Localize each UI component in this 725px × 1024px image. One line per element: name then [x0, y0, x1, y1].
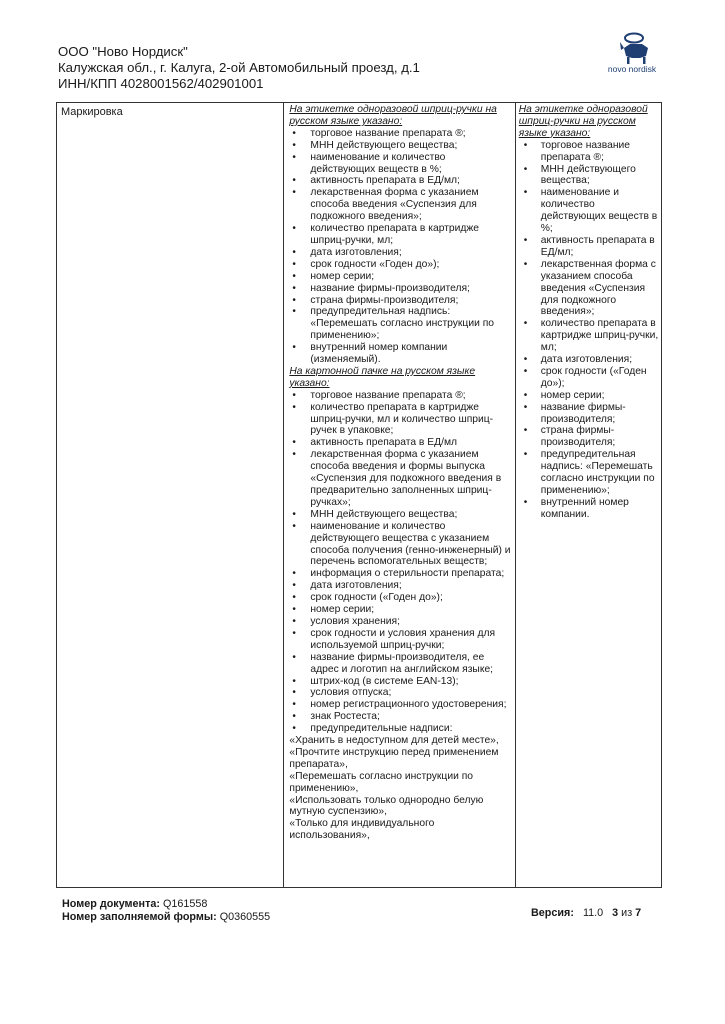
list-item: • страна фирмы-производителя;: [289, 295, 512, 307]
list-item: • название фирмы-производителя;: [519, 402, 659, 426]
list-item: • название фирмы-производителя;: [289, 283, 512, 295]
warning-note: «Прочтите инструкцию перед применением препарата»,: [289, 746, 499, 770]
list-item: • информация о стерильности препарата;: [289, 568, 512, 580]
list-item: • условия отпуска;: [289, 687, 512, 699]
warning-note: «Использовать только однородно белую мутную суспензию»,: [289, 794, 484, 818]
warning-note: «Перемешать согласно инструкции по применению»,: [289, 770, 473, 794]
list-item: • срок годности («Годен до»);: [289, 592, 512, 604]
list-item: • наименование и количество действующего вещества с указанием способа получения (генно-инженерный) и перечень вспомогательных веществ;: [289, 521, 512, 569]
list-item: • дата изготовления;: [519, 354, 659, 366]
row-label-cell: [57, 103, 284, 888]
list-item: • дата изготовления;: [289, 580, 512, 592]
total-pages: 7: [635, 907, 642, 919]
list-item: • дата изготовления;: [289, 247, 512, 259]
list-item: • номер серии;: [519, 390, 659, 402]
list-item: • количество препарата в картридже шприц-ручки, мл;: [519, 318, 659, 354]
list-item: • название фирмы-производителя, ее адрес и логотип на английском языке;: [289, 652, 512, 676]
list-item: • торговое название препарата ®;: [289, 390, 512, 402]
list-item: • срок годности («Годен до»);: [519, 366, 659, 390]
version-value: 11.0: [582, 907, 604, 919]
list-item: • номер регистрационного удостоверения;: [289, 699, 512, 711]
list-item: • срок годности «Годен до»);: [289, 259, 512, 271]
section-heading-label: На этикетке одноразовой шприц-ручки на русском языке указано:: [289, 104, 497, 127]
warning-note: «Хранить в недоступном для детей месте»,: [289, 735, 499, 747]
list-item: • наименование и количество действующих веществ в %;: [519, 187, 659, 235]
list-item: • количество препарата в картридже шприц-ручки, мл и количество шприц-ручек в упаковке;: [289, 402, 512, 438]
list-item: • количество препарата в картридже шприц-ручки, мл;: [289, 223, 512, 247]
page-number: 3: [612, 907, 619, 919]
carton-items-list: [289, 390, 512, 735]
list-item: • МНН действующего вещества;: [519, 164, 659, 188]
section-heading-label-col3: На этикетке одноразовой шприц-ручки на русском языке указано:: [518, 104, 648, 139]
list-item: • активность препарата в ЕД/мл;: [289, 175, 512, 187]
doc-number-label: Номер документа:: [62, 898, 160, 910]
list-item: • лекарственная форма с указанием способа введения «Суспензия для подкожного введения»;: [289, 187, 512, 223]
company-address: Калужская обл., г. Калуга, 2-ой Автомобильный проезд, д.1: [58, 60, 420, 75]
section-heading-carton: На картонной пачке на русском языке указано:: [289, 365, 476, 389]
list-item: • штрих-код (в системе EAN-13);: [289, 676, 512, 688]
row-label: Маркировка: [61, 106, 123, 118]
list-item: • активность препарата в ЕД/мл;: [519, 235, 659, 259]
warning-notes: [289, 735, 512, 842]
list-item: • МНН действующего вещества;: [289, 509, 512, 521]
page-of: из: [621, 907, 633, 919]
company-name: ООО "Ново Нордиск": [58, 44, 188, 59]
list-item: • торговое название препарата ®;: [289, 128, 512, 140]
list-item: • условия хранения;: [289, 616, 512, 628]
list-item: • страна фирмы-производителя;: [519, 425, 659, 449]
list-item: • лекарственная форма с указанием способа введения и формы выпуска «Суспензия для подкожного введения в предварительно заполненных шприц-ручках»;: [289, 449, 512, 509]
document-footer: [62, 898, 270, 924]
doc-number: Q161558: [162, 898, 208, 910]
logo-text: novo nordisk: [607, 64, 657, 74]
version-label: Версия:: [531, 907, 574, 919]
label-items-list-col3: [519, 140, 659, 521]
version-info: [531, 907, 641, 919]
list-item: • номер серии;: [289, 271, 512, 283]
labeling-table: [56, 102, 662, 888]
list-item: • предупредительная надпись: «Перемешать согласно инструкции по применению»;: [289, 306, 512, 342]
col2-cell: [284, 103, 515, 888]
label-items-list: [289, 128, 512, 366]
list-item: • знак Ростеста;: [289, 711, 512, 723]
list-item: • срок годности и условия хранения для используемой шприц-ручки;: [289, 628, 512, 652]
list-item: • предупредительные надписи:: [289, 723, 512, 735]
list-item: • торговое название препарата ®;: [519, 140, 659, 164]
list-item: • наименование и количество действующих веществ в %;: [289, 152, 512, 176]
list-item: • номер серии;: [289, 604, 512, 616]
warning-note: «Только для индивидуального использования»,: [289, 818, 435, 842]
form-number: Q0360555: [219, 911, 271, 923]
document-header: [58, 44, 478, 92]
list-item: • лекарственная форма с указанием способа введения «Суспензия для подкожного введения»;: [519, 259, 659, 319]
list-item: • внутренний номер компании.: [519, 497, 659, 521]
list-item: • внутренний номер компании (изменяемый).: [289, 342, 512, 366]
col3-cell: [515, 103, 661, 888]
company-inn: ИНН/КПП 4028001562/402901001: [58, 76, 264, 91]
list-item: • предупредительная надпись: «Перемешать согласно инструкции по применению»;: [519, 449, 659, 497]
form-number-label: Номер заполняемой формы:: [62, 911, 217, 923]
list-item: • МНН действующего вещества;: [289, 140, 512, 152]
list-item: • активность препарата в ЕД/мл: [289, 437, 512, 449]
